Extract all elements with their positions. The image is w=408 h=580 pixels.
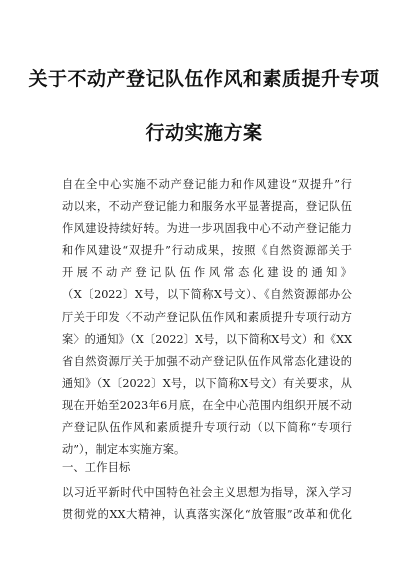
paragraph-line: 通知》（X〔2022〕X号，以下简称X号文）有关要求，从: [62, 376, 352, 390]
paragraph-line: 自在全中心实施不动产登记能力和作风建设“双提升”行: [62, 178, 352, 191]
paragraph-line: 厅关于印发〈不动产登记队伍作风和素质提升专项行动方: [62, 310, 352, 324]
paragraph-line: （X〔2022〕X号，以下简称X号文）、《自然资源部办公: [62, 288, 352, 302]
paragraph-line: 开展不动产登记队伍作风常态化建设的通知》: [62, 266, 352, 280]
paragraph-line: 动”），制定本实施方案。: [62, 443, 186, 457]
paragraph-line: 以习近平新时代中国特色社会主义思想为指导，深入学习: [62, 486, 352, 499]
paragraph-line: 作风建设持续好转。为进一步巩固我中心不动产登记能力: [62, 222, 352, 236]
paragraph-line: 案〉的通知》（X〔2022〕X号，以下简称X号文）和《XX: [62, 332, 352, 346]
paragraph-line: 现在开始至2023年6月底，在全中心范围内组织开展不动: [62, 398, 352, 412]
paragraph-line: 贯彻党的XX大精神，认真落实深化“放管服”改革和优化: [62, 508, 352, 522]
paragraph-line: 动以来，不动产登记能力和服务水平显著提高，登记队伍: [62, 200, 352, 214]
body-paragraph-1: [62, 174, 352, 461]
paragraph-line: 和作风建设“双提升”行动成果，按照《自然资源部关于: [62, 244, 352, 258]
section-heading: 一、工作目标: [62, 460, 131, 474]
document-title-line-2: 行动实施方案: [145, 122, 263, 144]
paragraph-line: 省自然资源厅关于加强不动产登记队伍作风常态化建设的: [62, 354, 352, 368]
document-title-line-1: 关于不动产登记队伍作风和素质提升专项: [28, 68, 380, 90]
body-paragraph-2: [62, 482, 352, 526]
paragraph-line: 产登记队伍作风和素质提升专项行动（以下简称“专项行: [62, 421, 352, 435]
